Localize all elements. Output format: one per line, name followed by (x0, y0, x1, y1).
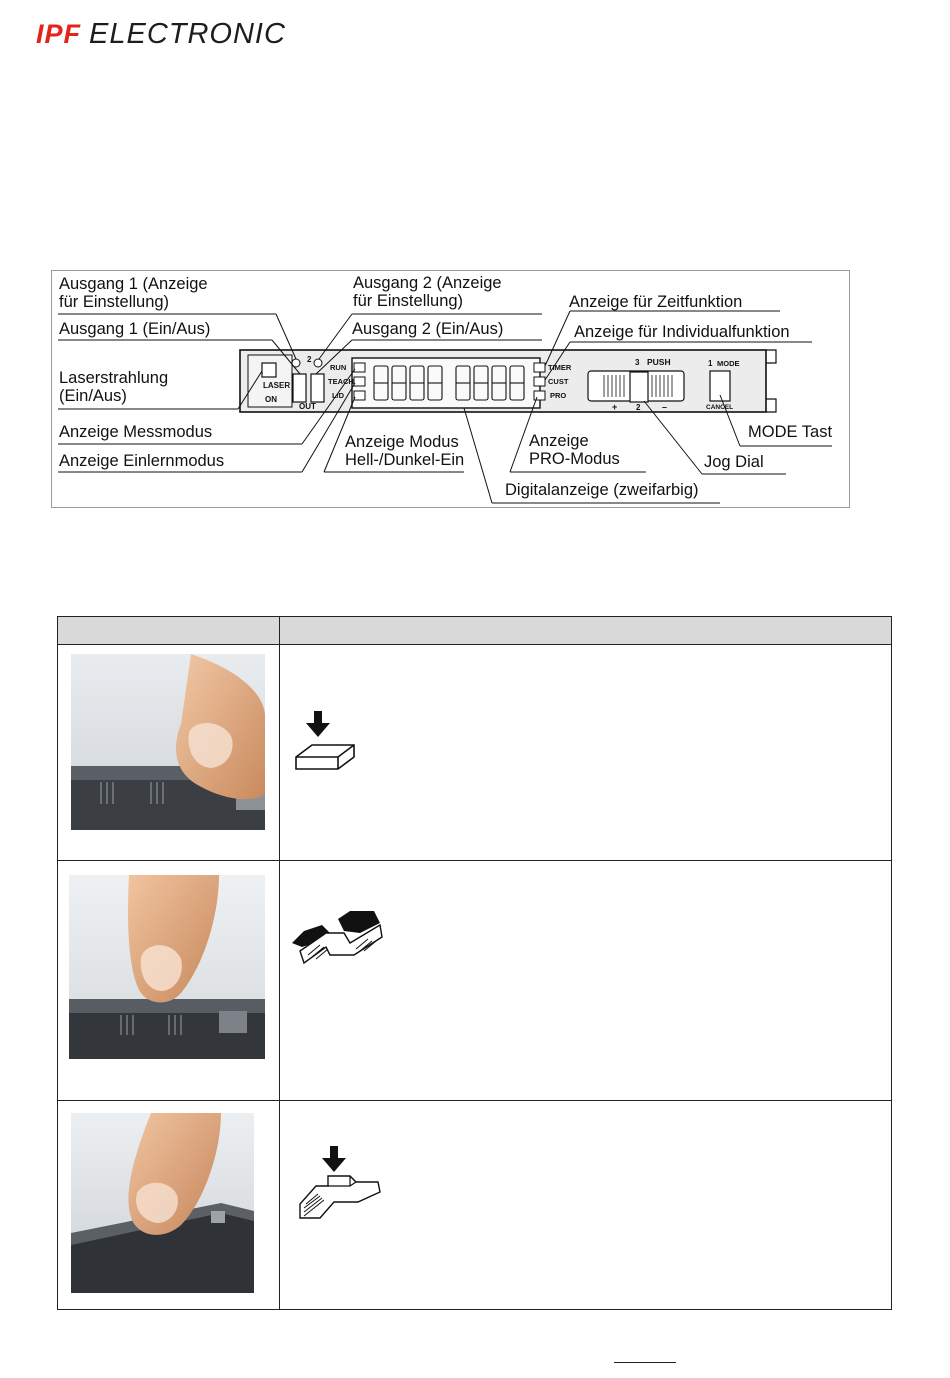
table-row-divider (58, 1100, 891, 1101)
device-cust-text: CUST (548, 377, 569, 386)
label-ausgang2-anzeige: Ausgang 2 (Anzeige für Einstellung) (353, 274, 502, 310)
label-digitalanzeige: Digitalanzeige (zweifarbig) (505, 481, 699, 499)
device-push-num: 3 (635, 358, 640, 367)
device-run-text: RUN (330, 363, 347, 372)
label-zeitfunktion: Anzeige für Zeitfunktion (569, 293, 743, 311)
press-jog-dial-icon (294, 1142, 386, 1226)
footer-line (614, 1362, 676, 1363)
table-row-divider (58, 860, 891, 861)
company-logo (36, 18, 286, 52)
table-header (58, 617, 891, 645)
pro-indicator (534, 391, 545, 400)
label-laserstrahlung: Laserstrahlung (Ein/Aus) (59, 369, 169, 405)
turn-jog-dial-icon (290, 903, 386, 967)
ld-indicator (354, 391, 365, 400)
label-ausgang1-anzeige: Ausgang 1 (Anzeige für Einstellung) (59, 275, 208, 311)
device-mode-text: MODE (717, 359, 740, 368)
timer-indicator (534, 363, 545, 372)
device-teach-text: TEACH (328, 377, 354, 386)
device-ld-text: L/D (332, 391, 345, 400)
run-indicator (354, 363, 365, 372)
device-out-text: OUT (299, 402, 316, 411)
press-button-icon (292, 707, 362, 777)
table-column-divider (279, 617, 280, 1309)
label-jog-dial: Jog Dial (704, 453, 764, 471)
logo-electronic-text: ELECTRONIC (89, 18, 286, 50)
device-cancel-text: CANCEL (706, 404, 734, 411)
operation-table (57, 616, 892, 1310)
device-mode-num: 1 (708, 359, 713, 368)
finger-turning-jog-dial-photo (69, 875, 265, 1059)
out2-led (311, 374, 324, 402)
device-out-number: 2 (307, 355, 312, 364)
device-dial-num: 2 (636, 403, 641, 412)
finger-pressing-mode-button-photo (71, 654, 265, 830)
cust-indicator (534, 377, 545, 386)
label-messmodus: Anzeige Messmodus (59, 423, 213, 441)
logo-ipf-text: IPF (36, 19, 82, 49)
device-laser-text: LASER (263, 381, 291, 390)
label-modus-hell-dunkel: Anzeige Modus Hell-/Dunkel-Ein (345, 433, 465, 469)
finger-pressing-jog-dial-photo (71, 1113, 254, 1293)
device-on-text: ON (265, 395, 277, 404)
laser-led (262, 363, 276, 377)
label-ausgang1-einaus: Ausgang 1 (Ein/Aus) (59, 320, 211, 338)
out2-setting-led (314, 359, 322, 367)
label-individualfunktion: Anzeige für Individualfunktion (574, 323, 790, 341)
device-dial-plus: + (612, 402, 618, 412)
device-timer-text: TIMER (548, 363, 572, 372)
label-mode-taste: MODE Tast (748, 423, 833, 441)
device-display-diagram (51, 270, 850, 508)
mode-button (710, 371, 730, 401)
out1-led (293, 374, 306, 402)
device-pro-text: PRO (550, 391, 567, 400)
label-pro-modus: Anzeige PRO-Modus (529, 432, 620, 468)
device-dial-minus: – (662, 402, 668, 412)
label-einlernmodus: Anzeige Einlernmodus (59, 452, 225, 470)
device-push-text: PUSH (647, 357, 671, 367)
label-ausgang2-einaus: Ausgang 2 (Ein/Aus) (352, 320, 504, 338)
teach-indicator (354, 377, 365, 386)
jog-dial-knob (630, 372, 648, 402)
